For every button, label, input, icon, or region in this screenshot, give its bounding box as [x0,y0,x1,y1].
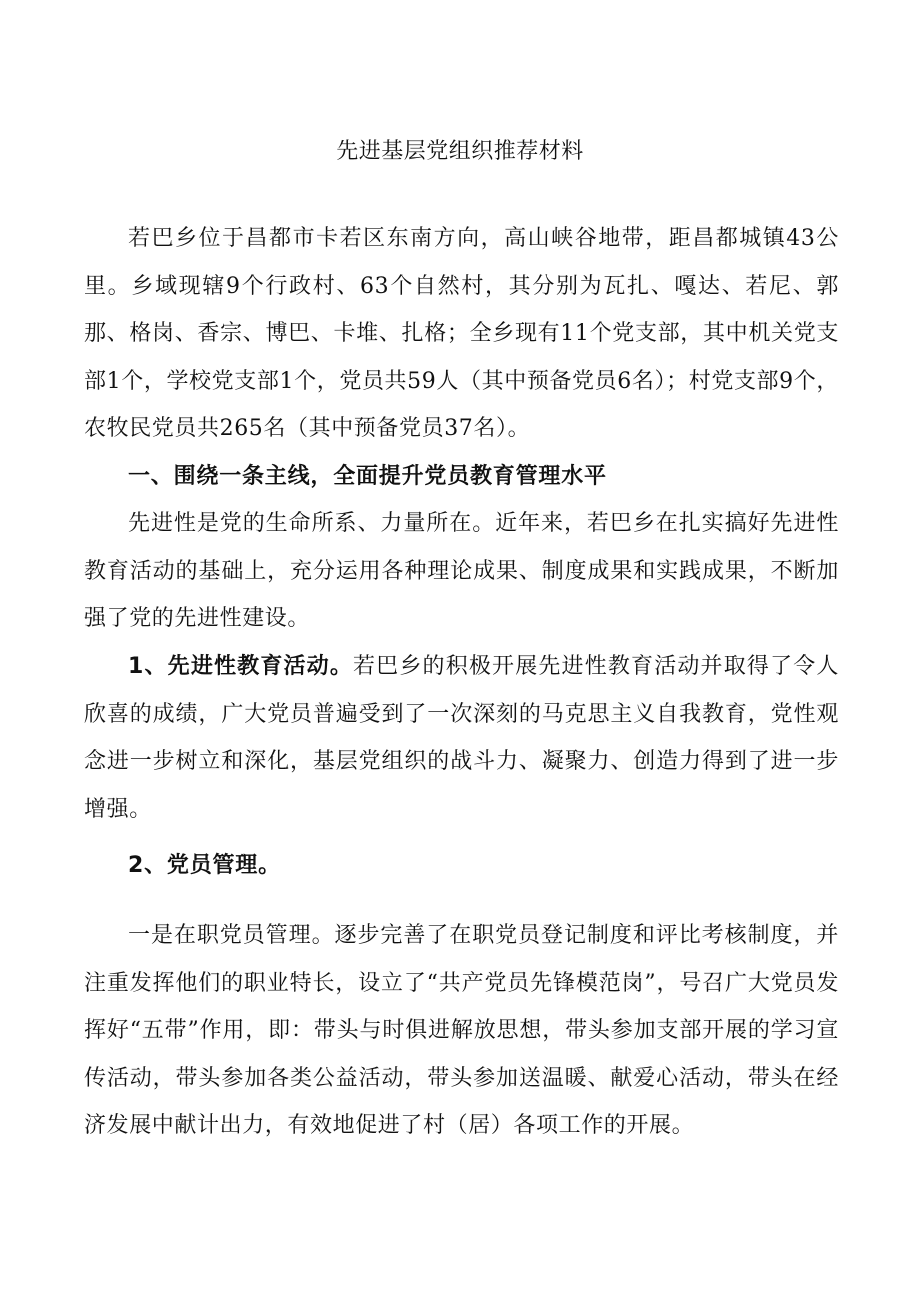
section-heading-1: 一、围绕一条主线，全面提升党员教育管理水平 [128,464,607,489]
item1-text: 若巴乡的积极开展先进性教育活动并取得了令人欣喜的成绩，广大党员普遍受到了一次深刻的马克思主义自我教育，党性观念进一步树立和深化，基层党组织的战斗力、凝聚力、创造力得到了进一步增强。 [84,654,840,822]
document-title: 先进基层党组织推荐材料 [336,139,584,164]
section1-paragraph: 先进性是党的生命所系、力量所在。近年来，若巴乡在扎实搞好先进性教育活动的基础上，充分运用各种理论成果、制度成果和实践成果，不断加强了党的先进性建设。 [84,511,839,631]
intro-paragraph: 若巴乡位于昌都市卡若区东南方向，高山峡谷地带，距昌都城镇43公里。乡域现辖9个行政村、63个自然村，其分别为瓦扎、嘎达、若尼、郭那、格岗、香宗、博巴、卡堆、扎格；全乡现有11个党支部，其中机关党支部1个，学校党支部1个，党员共59人（其中预备党员6名）；村党支部9个，农牧民党员共265名（其中预备党员37名）。 [84,226,839,441]
item1-paragraph [84,643,839,833]
item2-heading: 2、党员管理。 [128,853,281,878]
item2-paragraph: 一是在职党员管理。逐步完善了在职党员登记制度和评比考核制度，并注重发挥他们的职业特长，设立了“共产党员先锋模范岗”，号召广大党员发挥好“五带”作用，即：带头与时俱进解放思想，带头参加支部开展的学习宣传活动，带头参加各类公益活动，带头参加送温暖、献爱心活动，带头在经济发展中献计出力，有效地促进了村（居）各项工作的开展。 [84,923,839,1138]
item1-lead: 1、先进性教育活动。 [128,654,354,679]
